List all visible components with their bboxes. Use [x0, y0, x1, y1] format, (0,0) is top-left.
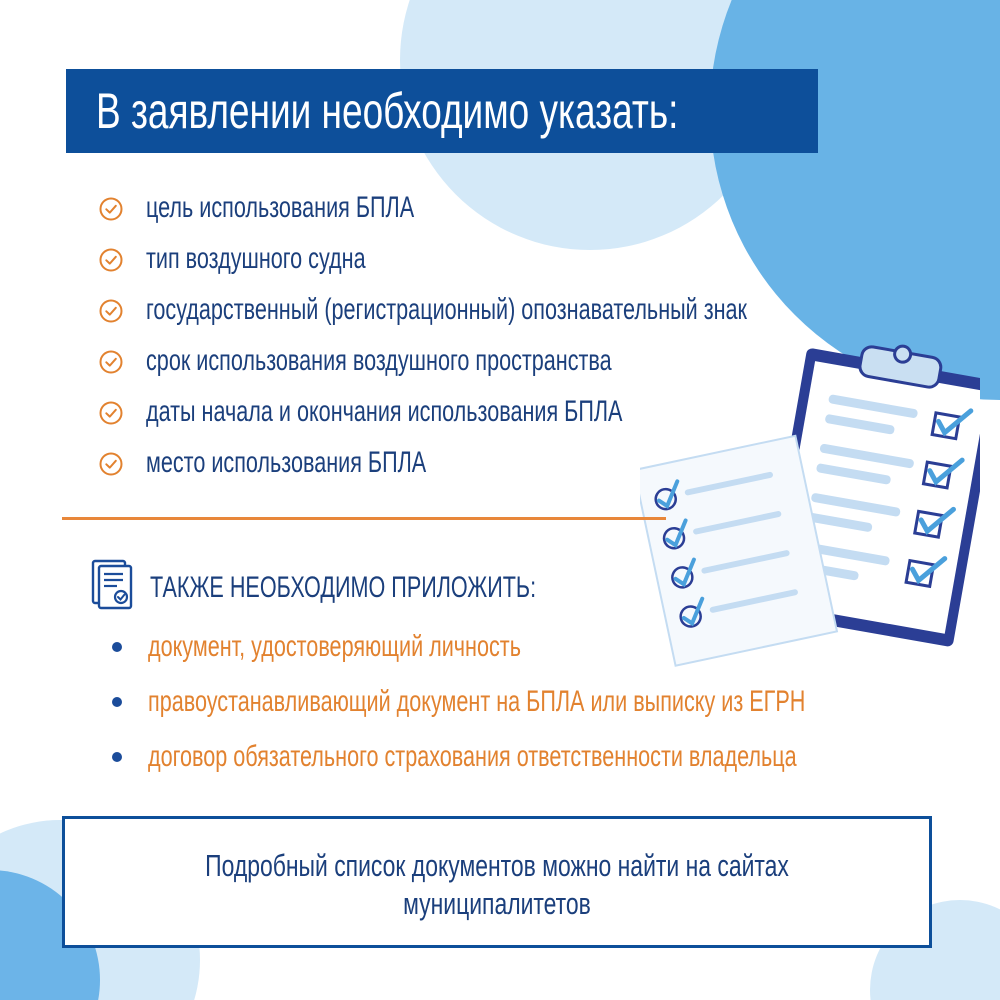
check-circle-icon — [98, 451, 124, 477]
footer-note — [65, 847, 929, 923]
list-item — [112, 681, 912, 736]
list-item — [98, 235, 898, 286]
bullet-icon — [112, 642, 122, 652]
requirement-text: тип воздушного судна — [146, 242, 366, 275]
attachment-text: договор обязательного страхования ответственности владельца — [148, 740, 797, 773]
check-circle-icon — [98, 298, 124, 324]
bullet-icon — [112, 752, 122, 762]
requirement-text: государственный (регистрационный) опознавательный знак — [146, 293, 748, 326]
title-banner — [66, 69, 818, 153]
check-circle-icon — [98, 247, 124, 273]
attachments-list — [112, 626, 912, 791]
document-icon — [90, 558, 134, 610]
section-divider — [62, 517, 666, 520]
attachment-text: правоустанавливающий документ на БПЛА или выписку из ЕГРН — [148, 685, 806, 718]
requirement-text: срок использования воздушного пространства — [146, 344, 612, 377]
bullet-icon — [112, 697, 122, 707]
check-circle-icon — [98, 196, 124, 222]
footer-line-1: Подробный список документов можно найти на сайтах — [205, 848, 789, 883]
list-item — [112, 736, 912, 791]
footer-note-box — [62, 816, 932, 948]
requirement-text: цель использования БПЛА — [146, 191, 415, 224]
attachments-title: ТАКЖЕ НЕОБХОДИМО ПРИЛОЖИТЬ: — [150, 571, 537, 604]
check-circle-icon — [98, 349, 124, 375]
attachment-text: документ, удостоверяющий личность — [148, 630, 521, 663]
requirement-text: даты начала и окончания использования БПЛА — [146, 395, 623, 428]
check-circle-icon — [98, 400, 124, 426]
clipboard-checklist-illustration — [640, 340, 980, 670]
page-title: В заявлении необходимо указать: — [96, 83, 679, 139]
requirement-text: место использования БПЛА — [146, 446, 427, 479]
list-item — [98, 184, 898, 235]
list-item — [98, 286, 898, 337]
list-item — [112, 626, 912, 681]
footer-line-2: муниципалитетов — [403, 886, 591, 921]
